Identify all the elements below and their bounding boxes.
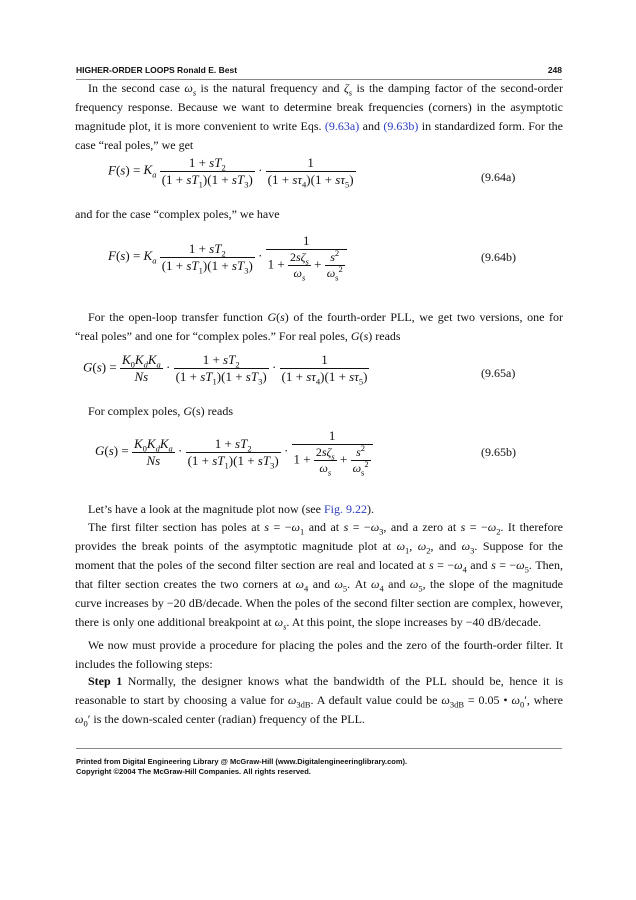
running-header-title: HIGHER-ORDER LOOPS Ronald E. Best [76, 65, 238, 75]
footer [76, 757, 407, 777]
equation-9-64a-number: (9.64a) [481, 170, 516, 184]
paragraph-procedure: We now must provide a procedure for placing the poles and the zero of the fourth-order filter. It includes the following steps: [75, 638, 563, 671]
equation-9-65b: G(s) = $\frac{K_0K_dK_a}{Ns}$ · $\frac{1 + sT_2}{(1 + sT_1)(1 + sT_3)}$ · 1 1 + $\frac{2s\zeta_s}{\omega_s}$ + $\frac{s^2}{\omega_s^2}$ [95, 428, 395, 476]
step-1-label: Step 1 [88, 674, 123, 688]
equation-9-64b-number: (9.64b) [481, 250, 516, 264]
footer-line-1: Printed from Digital Engineering Library @ McGraw-Hill (www.Digitalengineeringlibrary.com). [76, 757, 408, 766]
equation-9-65b-number: (9.65b) [481, 445, 516, 459]
complex-poles-intro: For complex poles, G(s) reads [88, 404, 233, 418]
page-number: 248 [547, 65, 562, 75]
footer-line-2: Copyright ©2004 The McGraw-Hill Companies. All rights reserved. [76, 767, 311, 776]
equation-9-65a-number: (9.65a) [481, 366, 516, 380]
paragraph-second-case: In the second case $\omega_s$ is the natural frequency and $\zeta_s$ is the damping factor of the second-order frequency response. Because we want to determine break frequencies (corners) in the asymptotic magnitude plot, it is more convenient to write Eqs. (9.63a) and (9.63b) in standardized form. For the case “real poles,” we get [75, 81, 563, 152]
footer-rule [76, 748, 562, 749]
paragraph-filter-section: The first filter section has poles at $s = -\omega_1$ and at $s = -\omega_3$, and a zero at $s = -\omega_2$. It therefore provides the break points of the asymptotic magnitude plot at $\omega_1$, $\omega_2$, and $\omega_3$. Suppose for the moment that the poles of the second filter section are real and located at $s = -\omega_4$ and $s = -\omega_5$. Then, that filter section creates the two corners at $\omega_4$ and $\omega_5$. At $\omega_4$ and $\omega_5$, the slope of the magnitude curve increases by −20 dB/decade. When the poles of the second filter section are complex, however, there is only one additional breakpoint at $\omega_s$. At this point, the slope increases by −40 dB/decade. [75, 520, 564, 632]
running-header [76, 63, 562, 77]
equation-9-64b: $F(s) = K_a$ $\frac{1 + sT_2}{(1 + sT_1)(1 + sT_3)}$ · 1 1 + $\frac{2s\zeta_s}{\omega_s}$ + $\frac{s^2}{\omega_s^2}$ [108, 233, 408, 281]
equation-9-64a: $F(s) = K_a$ $\frac{1 + sT_2}{(1 + sT_1)(1 + sT_3)}$ · $\frac{1}{(1 + s\tau_4)(1 + s\tau_5)}$ [108, 155, 354, 190]
equation-9-65a: G(s) = $\frac{K_0K_dK_a}{Ns}$ · $\frac{1 + sT_2}{(1 + sT_1)(1 + sT_3)}$ · $\frac{1}{(1 + s\tau_4)(1 + s\tau_5)}$ [83, 352, 368, 387]
paragraph-magnitude-plot: Let’s have a look at the magnitude plot now (see Fig. 9.22). [88, 502, 374, 516]
paragraph-open-loop: For the open-loop transfer function G(s) of the fourth-order PLL, we get two versions, one for “real poles” and one for “complex poles.” For real poles, G(s) reads [75, 310, 563, 343]
eq-9-63a-link[interactable]: (9.63a) [324, 119, 360, 133]
fig-9-22-link[interactable]: Fig. 9.22 [323, 502, 367, 516]
complex-case-intro: and for the case “complex poles,” we have [75, 207, 280, 221]
eq-9-63b-link[interactable]: (9.63b) [383, 119, 419, 133]
paragraph-step-1: Step 1 Normally, the designer knows what the bandwidth of the PLL should be, hence it is reasonable to start by choosing a value for $\omega_{3dB}$. A default value could be $\omega_{3dB} = 0.05$ • $\omega_0'$, where $\omega_0'$ is the down-scaled center (radian) frequency of the PLL. [75, 674, 564, 729]
